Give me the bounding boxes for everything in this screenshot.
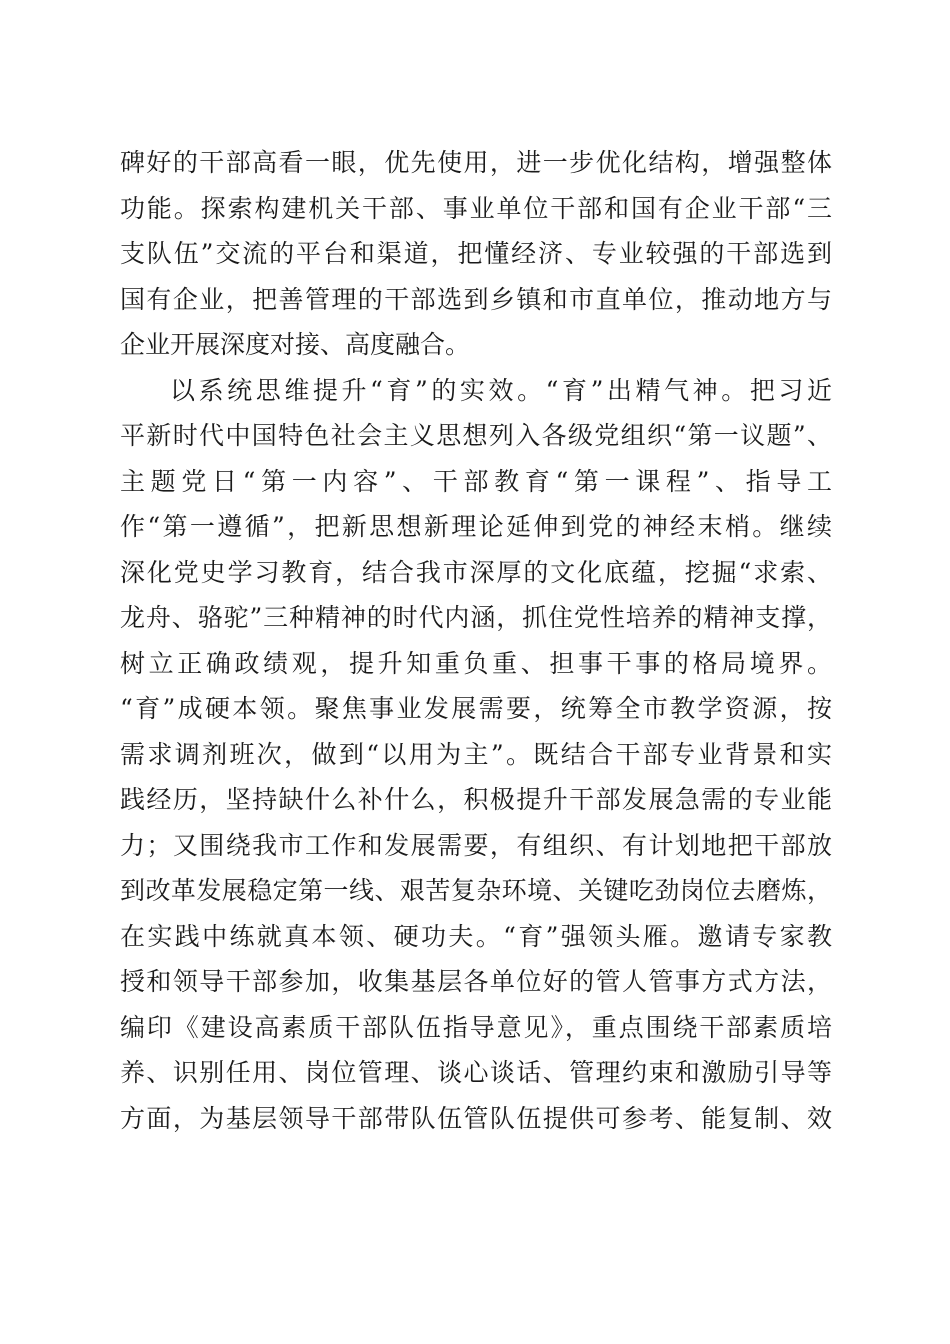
text-line: 践经历，坚持缺什么补什么，积极提升干部发展急需的专业能 [120, 785, 832, 814]
text-line: 树立正确政绩观，提升知重负重、担事干事的格局境界。 [120, 648, 832, 678]
text-line: 国有企业，把善管理的干部选到乡镇和市直单位，推动地方与 [120, 284, 832, 314]
text-line: 养、识别任用、岗位管理、谈心谈话、管理约束和激励引导等 [120, 1058, 832, 1087]
text-line: 功能。探索构建机关干部、事业单位干部和国有企业干部“三 [120, 193, 832, 223]
text-line: 平新时代中国特色社会主义思想列入各级党组织“第一议题”、 [120, 421, 832, 450]
text-line: 作“第一遵循”，把新思想新理论延伸到党的神经末梢。继续 [120, 512, 832, 541]
text-line: 授和领导干部参加，收集基层各单位好的管人管事方式方法， [120, 967, 832, 996]
text-line: “育”成硬本领。聚焦事业发展需要，统筹全市教学资源，按 [120, 694, 832, 723]
text-line: 方面，为基层领导干部带队伍管队伍提供可参考、能复制、效 [120, 1103, 832, 1133]
text-line: 龙舟、骆驼”三种精神的时代内涵，抓住党性培养的精神支撑， [120, 603, 832, 632]
text-line: 在实践中练就真本领、硬功夫。“育”强领头雁。邀请专家教 [120, 921, 832, 951]
text-line: 到改革发展稳定第一线、艰苦复杂环境、关键吃劲岗位去磨炼， [120, 876, 832, 905]
text-line: 碑好的干部高看一眼，优先使用，进一步优化结构，增强整体 [120, 148, 832, 177]
paragraph-2 [120, 368, 832, 1142]
text-line: 以系统思维提升“育”的实效。“育”出精气神。把习近 [170, 375, 832, 405]
text-line: 需求调剂班次，做到“以用为主”。既结合干部专业背景和实 [120, 739, 832, 769]
text-line: 力；又围绕我市工作和发展需要，有组织、有计划地把干部放 [120, 830, 832, 860]
document-body [120, 140, 832, 1141]
paragraph-1 [120, 140, 832, 368]
text-line: 主题党日“第一内容”、干部教育“第一课程”、指导工 [120, 466, 832, 496]
text-line: 编印《建设高素质干部队伍指导意见》，重点围绕干部素质培 [120, 1012, 832, 1042]
text-line: 支队伍”交流的平台和渠道，把懂经济、专业较强的干部选到 [120, 239, 832, 268]
text-line: 企业开展深度对接、高度融合。 [120, 330, 471, 359]
text-line: 深化党史学习教育，结合我市深厚的文化底蕴，挖掘“求索、 [120, 557, 832, 587]
